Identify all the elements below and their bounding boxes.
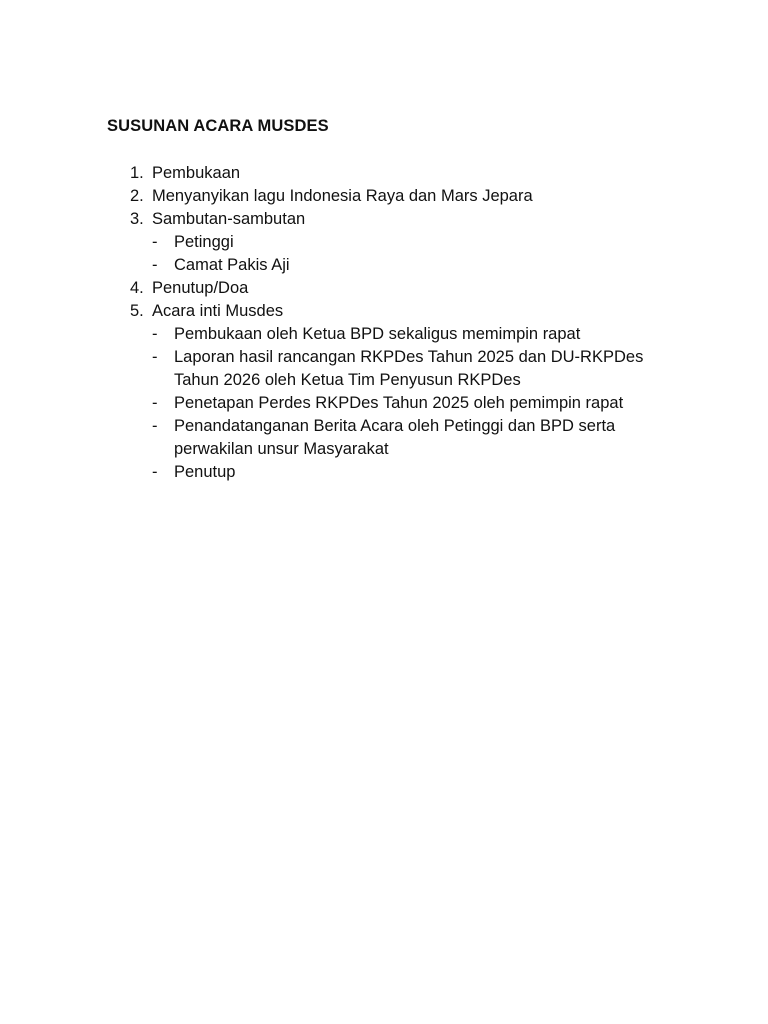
- agenda-item: [0, 277, 768, 300]
- agenda-subitem: [0, 323, 768, 346]
- item-bullet: -: [152, 394, 158, 412]
- agenda-item: [0, 185, 768, 208]
- subitem-text: Penetapan Perdes RKPDes Tahun 2025 oleh pemimpin rapat: [174, 394, 624, 412]
- agenda-item: [0, 300, 768, 323]
- agenda-item: [0, 208, 768, 231]
- subitem-text: Petinggi: [174, 233, 234, 251]
- subitem-text: perwakilan unsur Masyarakat: [174, 440, 389, 458]
- subitem-text: Tahun 2026 oleh Ketua Tim Penyusun RKPDes: [174, 371, 521, 389]
- agenda-item: [0, 162, 768, 185]
- subitem-text: Laporan hasil rancangan RKPDes Tahun 2025 dan DU-RKPDes: [174, 348, 644, 366]
- item-number: 1.: [130, 164, 144, 182]
- item-number: 2.: [130, 187, 144, 205]
- item-bullet: -: [152, 256, 158, 274]
- agenda-subitem: [0, 392, 768, 415]
- agenda-list: [0, 162, 768, 484]
- item-bullet: -: [152, 348, 158, 366]
- item-text: Menyanyikan lagu Indonesia Raya dan Mars Jepara: [152, 187, 533, 205]
- subitem-text: Penutup: [174, 463, 236, 481]
- item-bullet: -: [152, 417, 158, 435]
- item-text: Sambutan-sambutan: [152, 210, 306, 228]
- item-bullet: -: [152, 233, 158, 251]
- item-text: Acara inti Musdes: [152, 302, 284, 320]
- agenda-subitem: [0, 254, 768, 277]
- agenda-subitem: [0, 461, 768, 484]
- subitem-text: Camat Pakis Aji: [174, 256, 290, 274]
- subitem-text: Penandatanganan Berita Acara oleh Petinggi dan BPD serta: [174, 417, 616, 435]
- agenda-subitem: [0, 231, 768, 254]
- item-number: 5.: [130, 302, 144, 320]
- item-text: Pembukaan: [152, 164, 241, 182]
- item-number: 3.: [130, 210, 144, 228]
- agenda-subitem: [0, 415, 768, 438]
- page-title: SUSUNAN ACARA MUSDES: [107, 117, 329, 135]
- item-bullet: -: [152, 325, 158, 343]
- item-number: 4.: [130, 279, 144, 297]
- agenda-subitem-continuation: [0, 369, 768, 392]
- subitem-text: Pembukaan oleh Ketua BPD sekaligus memimpin rapat: [174, 325, 581, 343]
- item-bullet: -: [152, 463, 158, 481]
- agenda-subitem: [0, 346, 768, 369]
- item-text: Penutup/Doa: [152, 279, 249, 297]
- agenda-subitem-continuation: [0, 438, 768, 461]
